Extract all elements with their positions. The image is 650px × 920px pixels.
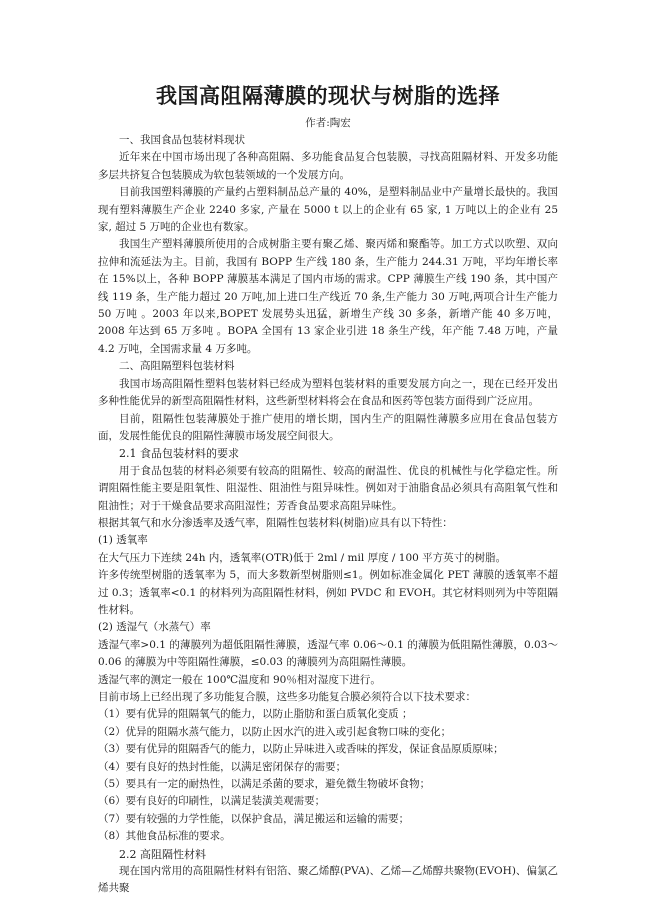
paragraph: （5）要具有一定的耐热性，以满足杀菌的要求，避免微生物破坏食物； <box>98 778 431 791</box>
paragraph: 根据其氧气和水分渗透率及透气率，阻隔性包装材料(树脂)应具有以下特性： <box>98 516 453 529</box>
subsection-heading: 2.2 高阻隔性材料 <box>119 847 206 861</box>
subsection-heading: 2.1 食品包装材料的要求 <box>119 447 239 461</box>
paragraph: 我国生产塑料薄膜所使用的合成树脂主要有聚乙烯、聚丙烯和聚酯等。加工方式以吹塑、双向拉伸和流延法为主。目前，我国有 BOPP 生产线 180 条，生产能力 244.31 万吨，平均年增长率在 15%以上，各种 BOPP 薄膜基本满足了国内市场的需求。CPP 薄膜生产线 190 条，其中国产线 119 条，生产能力超过 20 万吨,加上进口生产线近 70 条,生产能力 30 万吨,两项合计生产能力 50 万吨 。2003 年以来,BOPET 发展势头迅猛，新增生产线 30 多条，新增产能 40 多万吨，2008 年达到 65 万多吨 。BOPA 全国有 13 家企业引进 18 条生产线，年产能 7.48 万吨，产量 4.2 万吨，全国需求量 4 万多吨。 <box>98 238 558 355</box>
paragraph: （4）要有良好的热封性能，以满足密闭保存的需要； <box>98 760 347 773</box>
paragraph: 用于食品包装的材料必须要有较高的阻隔性、较高的耐温性、优良的机械性与化学稳定性。所谓阻隔性能主要是阻氧性、阻湿性、阻油性与阻异味性。例如对于油脂食品必须具有高阻氧气性和阻油性；对于干燥食品要求高阻湿性；芳香食品要求高阻异味性。 <box>98 464 558 512</box>
paragraph: （6）要有良好的印刷性，以满足装潢美观需要； <box>98 795 326 808</box>
paragraph: 近年来在中国市场出现了各种高阻隔、多功能食品复合包装膜，寻找高阻隔材料、开发多功能多层共挤复合包装膜成为软包装领域的一个发展方向。 <box>98 151 558 181</box>
paragraph: 在大气压力下连续 24h 内，透氧率(OTR)低于 2ml / mil 厚度 / 100 平方英寸的树脂。 <box>98 551 507 564</box>
document-title: 我国高阻隔薄膜的现状与树脂的选择 <box>156 83 500 108</box>
paragraph: 我国市场高阻隔性塑料包装材料已经成为塑料包装材料的重要发展方向之一，现在已经开发出多种性能优异的新型高阻隔性材料，这些新型材料将会在食品和医药等包装方面得到广泛应用。 <box>98 377 558 408</box>
paragraph: （7）要有较强的力学性能，以保护食品，满足搬运和运输的需要； <box>98 812 410 825</box>
author-line: 作者:陶宏 <box>305 117 351 129</box>
paragraph: 透湿气率的测定一般在 100℃温度和 90％相对湿度下进行。 <box>98 673 381 686</box>
paragraph: （2）优异的阻隔水蒸气能力，以防止因水汽的进入或引起食物口味的变化； <box>98 725 452 738</box>
document-body <box>98 132 558 898</box>
paragraph: (1) 透氧率 <box>98 534 148 547</box>
paragraph: 透湿气率>0.1 的薄膜列为超低阻隔性薄膜，透湿气率 0.06～0.1 的薄膜为低阻隔性薄膜，0.03～0.06 的薄膜为中等阻隔性薄膜，≤0.03 的薄膜列为高阻隔性薄膜。 <box>98 638 558 669</box>
section-heading: 一、我国食品包装材料现状 <box>119 134 245 146</box>
paragraph: （1）要有优异的阻隔氧气的能力，以防止脂肪和蛋白质氧化变质 ； <box>98 708 413 721</box>
paragraph: 目前我国塑料薄膜的产量约占塑料制品总产量的 40%，是塑料制品业中产量增长最快的。我国现有塑料薄膜生产企业 2240 多家, 产量在 5000 t 以上的企业有 65 家, 1 万吨以上的企业有 25 家, 超过 5 万吨的企业也有数家。 <box>98 186 558 234</box>
paragraph: (2) 透湿气（水蒸气）率 <box>98 621 211 634</box>
paragraph: 许多传统型树脂的透氧率为 5，而大多数新型树脂则≤1。例如标准金属化 PET 薄膜的透氧率不超过 0.3；透氧率<0.1 的材料列为高阻隔性材料，例如 PVDC 和 EVOH。其它材料则列为中等阻隔性材料。 <box>98 569 558 616</box>
paragraph: 目前市场上已经出现了多功能复合膜，这些多功能复合膜必须符合以下技术要求： <box>98 691 476 703</box>
section-heading: 二、高阻隔塑料包装材料 <box>119 360 235 373</box>
paragraph: （3）要有优异的阻隔香气的能力，以防止异味进入或香味的挥发，保证食品原质原味； <box>98 743 504 756</box>
paragraph: （8）其他食品标准的要求。 <box>98 830 231 843</box>
paragraph: 目前，阻隔性包装薄膜处于推广使用的增长期，国内生产的阻隔性薄膜多应用在食品包装方面，发展性能优良的阻隔性薄膜市场发展空间很大。 <box>98 412 558 442</box>
paragraph: 现在国内常用的高阻隔性材料有铝箔、聚乙烯醇(PVA)、乙烯—乙烯醇共聚物(EVOH)、偏氯乙烯共聚 <box>98 865 558 895</box>
